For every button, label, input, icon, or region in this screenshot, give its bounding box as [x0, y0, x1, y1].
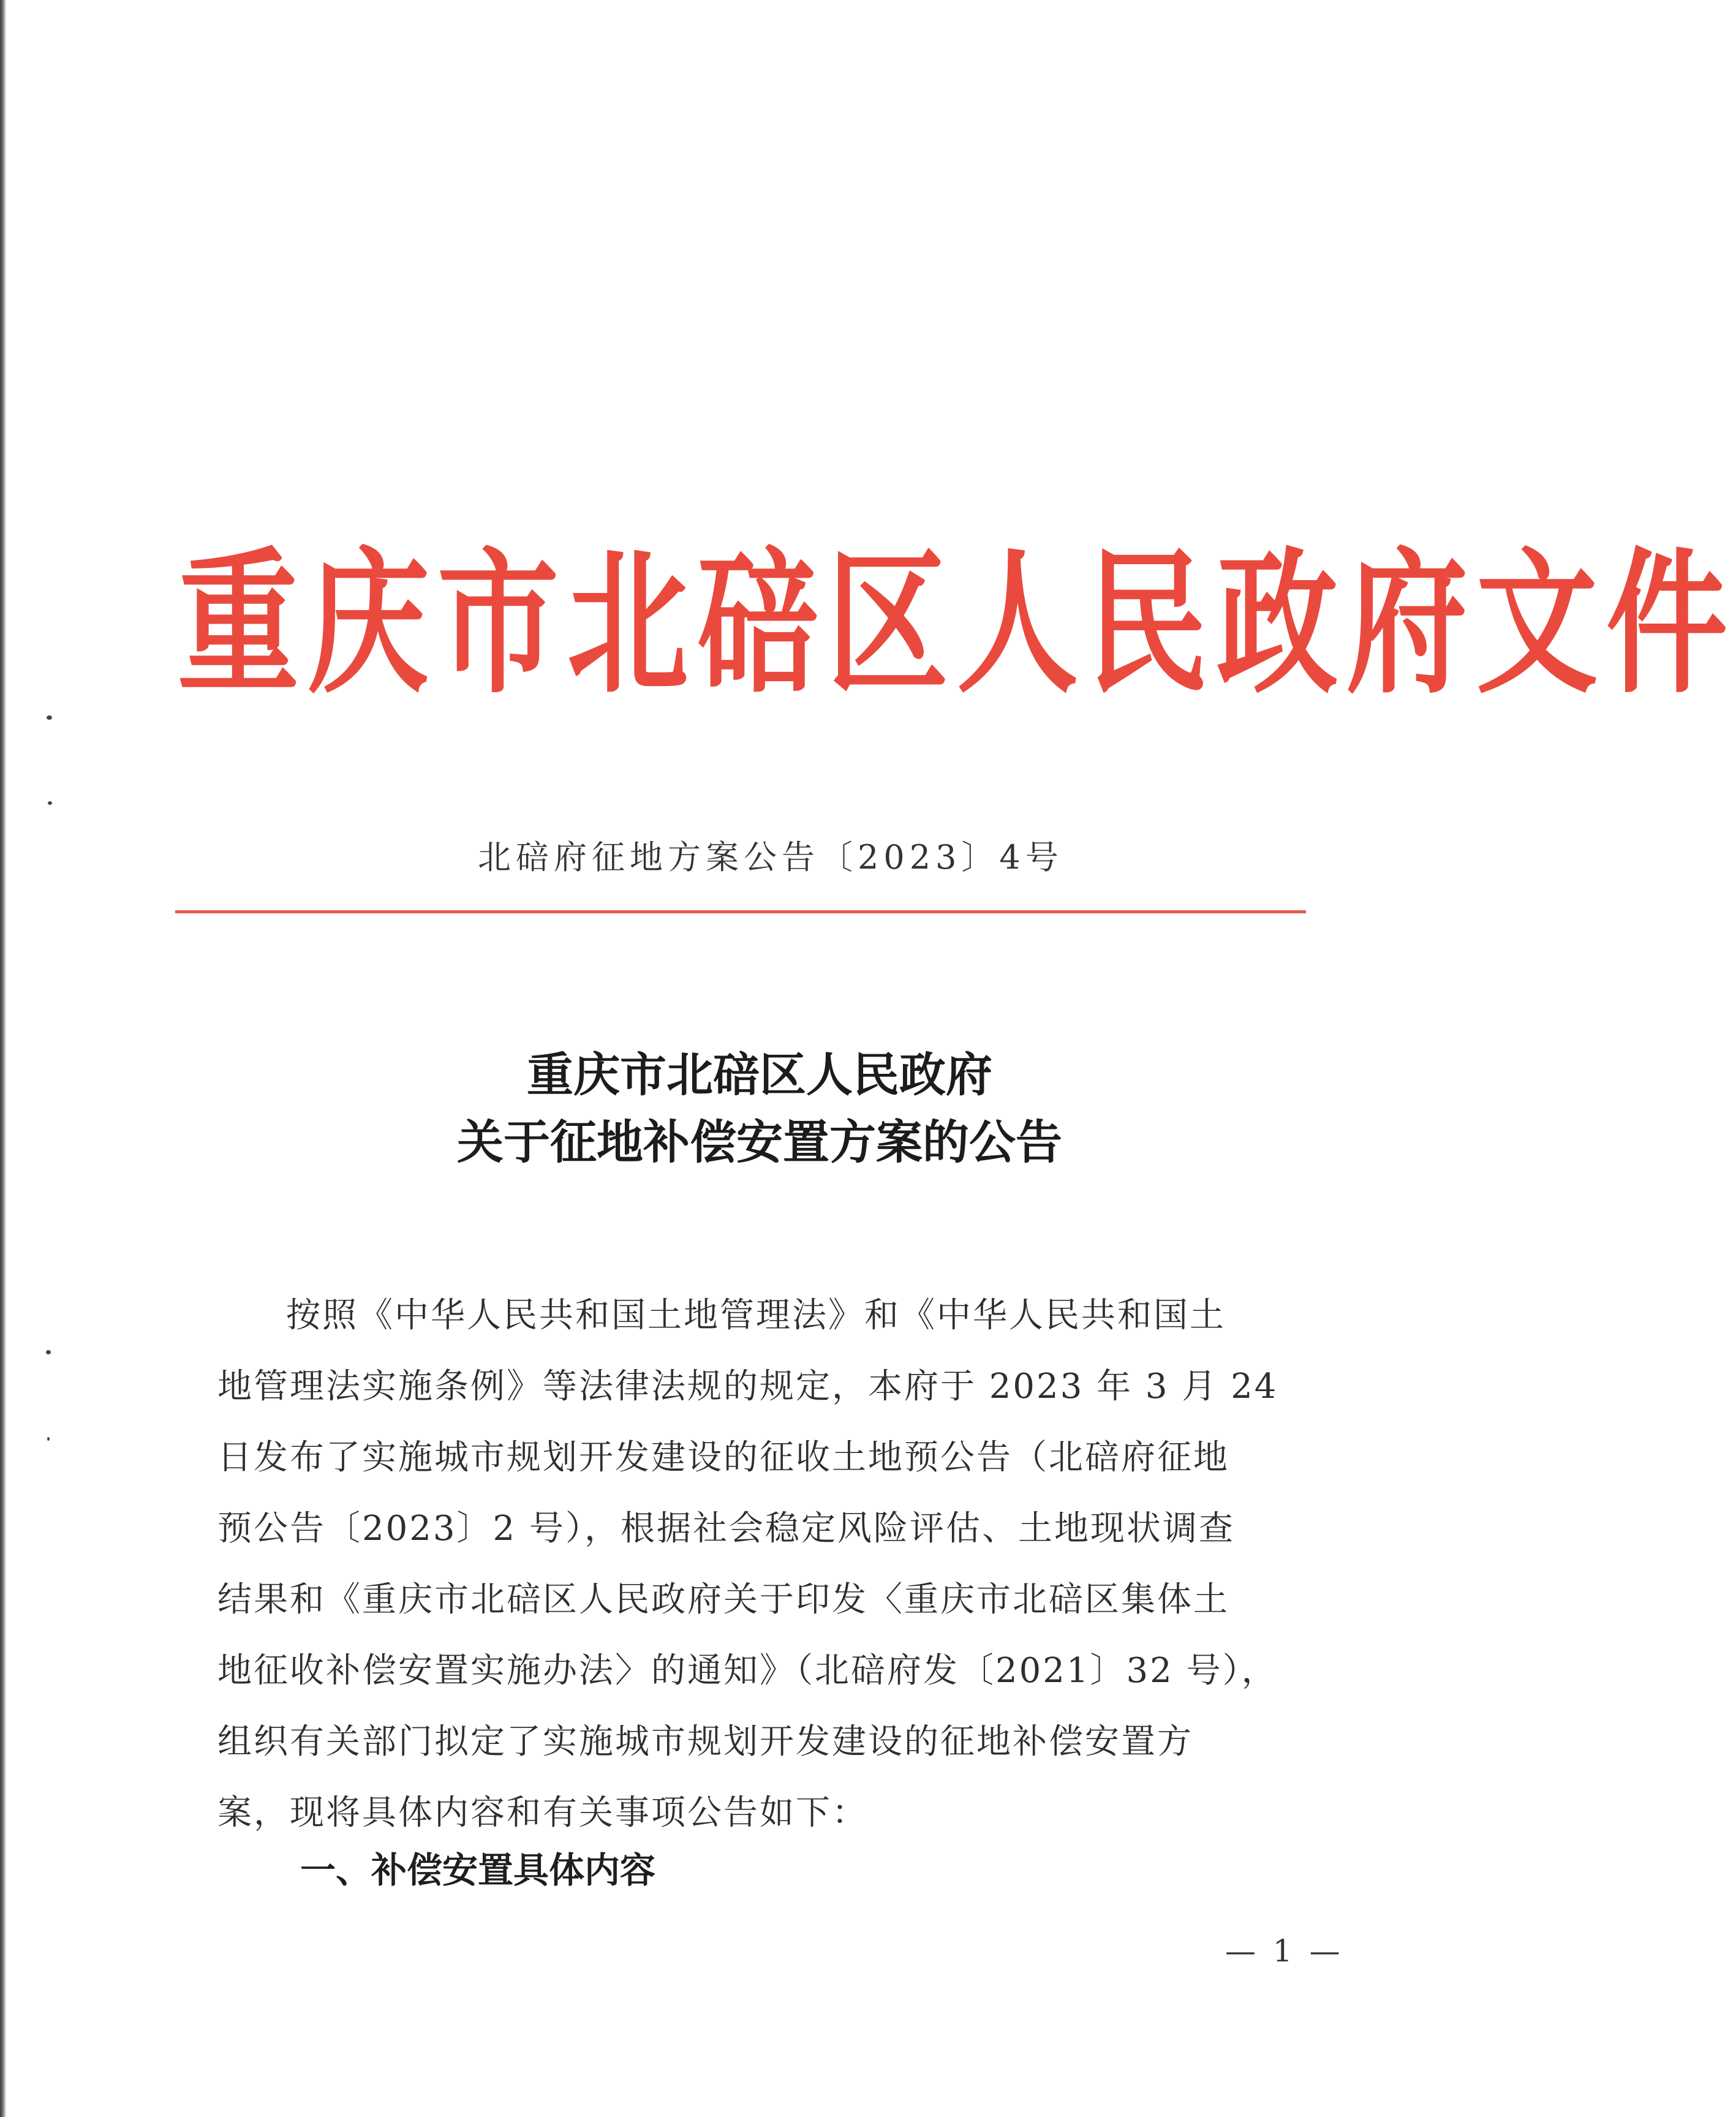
page-number: — 1 —: [1225, 1933, 1344, 1969]
body-line: 地征收补偿安置实施办法〉的通知》（北碚府发〔2021〕32 号），: [217, 1651, 1278, 1691]
notice-title-line: 重庆市北碚区人民政府: [527, 1047, 992, 1102]
scan-speck: [46, 1350, 51, 1354]
scan-left-edge: [0, 0, 6, 2117]
document-number: 北碚府征地方案公告〔2023〕4号: [478, 838, 1063, 877]
body-line: 预公告〔2023〕2 号），根据社会稳定风险评估、土地现状调查: [217, 1509, 1235, 1549]
section-heading: 一、补偿安置具体内容: [300, 1849, 656, 1891]
body-line: 组织有关部门拟定了实施城市规划开发建设的征地补偿安置方: [217, 1722, 1193, 1762]
document-header-title: 重庆市北碚区人民政府文件: [178, 532, 1736, 715]
body-line: 地管理法实施条例》等法律法规的规定，本府于 2023 年 3 月 24: [217, 1367, 1278, 1406]
body-line: 按照《中华人民共和国土地管理法》和《中华人民共和国土: [286, 1296, 1226, 1335]
scan-speck: [48, 801, 52, 805]
scan-speck: [47, 715, 52, 720]
body-line: 日发布了实施城市规划开发建设的征收土地预公告（北碚府征地: [217, 1438, 1229, 1477]
body-line: 案，现将具体内容和有关事项公告如下：: [217, 1793, 868, 1833]
body-paragraph: [217, 1280, 1332, 1849]
red-divider-line: [175, 910, 1306, 913]
body-line: 结果和《重庆市北碚区人民政府关于印发〈重庆市北碚区集体土: [217, 1580, 1229, 1620]
notice-title-line: 关于征地补偿安置方案的公告: [457, 1115, 1062, 1169]
notice-title: [184, 1041, 1335, 1176]
scan-speck: [47, 1437, 50, 1441]
